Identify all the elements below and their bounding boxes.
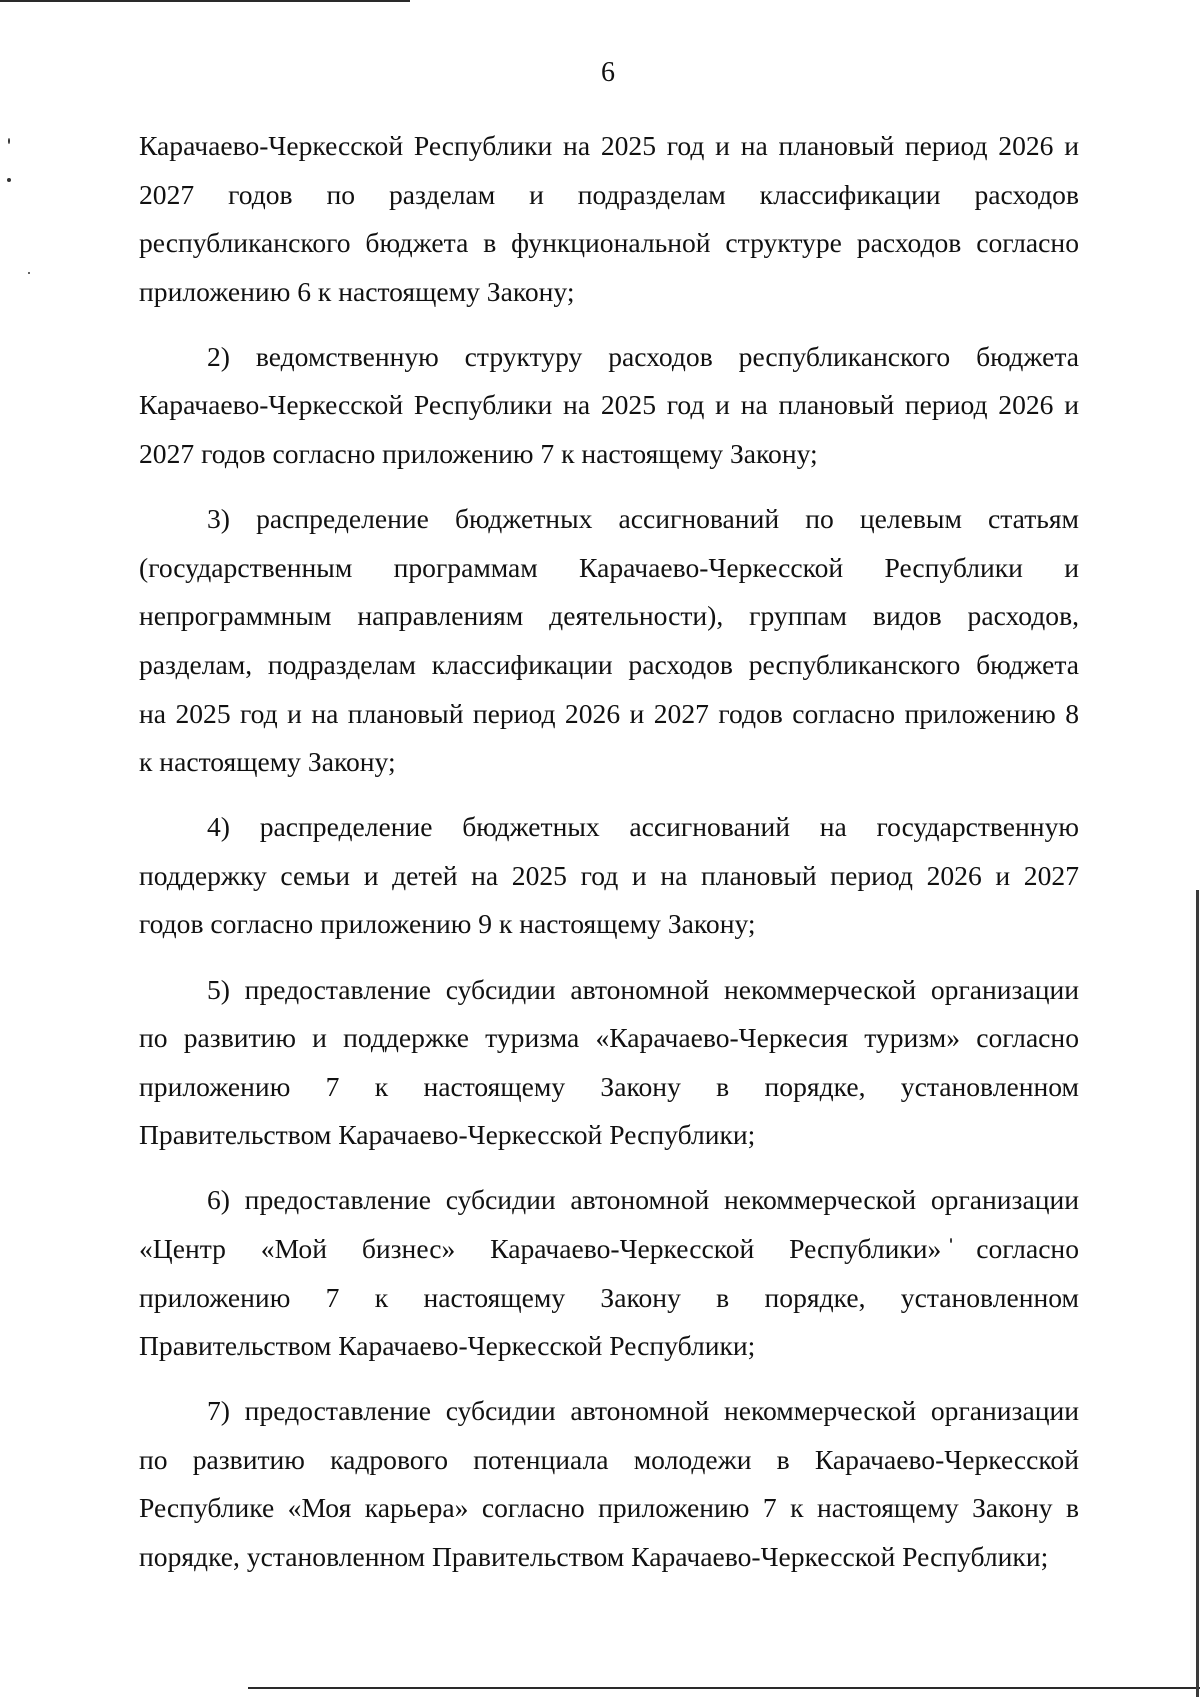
page-number: 6 [601, 57, 615, 88]
text-line: 6) предоставление субсидии автономной некоммерческой организации [207, 1184, 1079, 1216]
document-body [139, 122, 1079, 1582]
text-line: к настоящему Закону; [139, 746, 396, 778]
scan-edge-right [1196, 890, 1199, 1697]
text-line: 2027 годов по разделам и подразделам классификации расходов [139, 178, 1079, 210]
text-line: Правительством Карачаево-Черкесской Республики; [139, 1330, 756, 1362]
paragraph [139, 1176, 1079, 1370]
text-line: 7) предоставление субсидии автономной некоммерческой организации [207, 1395, 1079, 1427]
paragraph [139, 495, 1079, 787]
scan-edge-bottom [248, 1687, 1200, 1689]
text-line: приложению 7 к настоящему Закону в порядке, установленном [139, 1281, 1079, 1313]
text-line: 3) распределение бюджетных ассигнований по целевым статьям [207, 503, 1079, 535]
text-line: поддержку семьи и детей на 2025 год и на плановый период 2026 и 2027 [139, 859, 1079, 891]
paragraph [139, 1387, 1079, 1581]
text-line: 5) предоставление субсидии автономной некоммерческой организации [207, 973, 1079, 1005]
paragraph [139, 966, 1079, 1160]
text-line: (государственным программам Карачаево-Черкесской Республики и [139, 551, 1079, 583]
text-line: «Центр «Мой бизнес» Карачаево-Черкесской Республики» согласно [139, 1232, 1079, 1264]
text-line: непрограммным направлениям деятельности), группам видов расходов, [139, 600, 1079, 632]
text-line: Республике «Моя карьера» согласно приложению 7 к настоящему Закону в [139, 1492, 1079, 1524]
text-line: на 2025 год и на плановый период 2026 и 2027 годов согласно приложению 8 [139, 697, 1079, 729]
text-line: Правительством Карачаево-Черкесской Республики; [139, 1119, 756, 1151]
text-line: порядке, установленном Правительством Карачаево-Черкесской Республики; [139, 1541, 1049, 1573]
paragraph [139, 333, 1079, 479]
text-line: 2) ведомственную структуру расходов республиканского бюджета [207, 340, 1079, 372]
text-line: разделам, подразделам классификации расходов республиканского бюджета [139, 648, 1079, 680]
text-line: 4) распределение бюджетных ассигнований на государственную [207, 811, 1079, 843]
paragraph [139, 803, 1079, 949]
text-line: по развитию и поддержке туризма «Карачаево-Черкесия туризм» согласно [139, 1022, 1079, 1054]
text-line: годов согласно приложению 9 к настоящему Закону; [139, 908, 756, 940]
text-line: Карачаево-Черкесской Республики на 2025 год и на плановый период 2026 и [139, 389, 1079, 421]
text-line: 2027 годов согласно приложению 7 к настоящему Закону; [139, 438, 818, 470]
text-line: приложению 7 к настоящему Закону в порядке, установленном [139, 1070, 1079, 1102]
scan-speck [7, 178, 11, 182]
scan-speck [8, 138, 10, 144]
text-line: Карачаево-Черкесской Республики на 2025 год и на плановый период 2026 и [139, 130, 1079, 161]
text-line: республиканского бюджета в функциональной структуре расходов согласно [139, 227, 1079, 259]
paragraph [139, 122, 1079, 316]
scan-edge-top [0, 0, 410, 2]
text-line: по развитию кадрового потенциала молодежи в Карачаево-Черкесской [139, 1443, 1079, 1475]
text-line: приложению 6 к настоящему Закону; [139, 275, 575, 307]
scan-speck [28, 272, 30, 274]
